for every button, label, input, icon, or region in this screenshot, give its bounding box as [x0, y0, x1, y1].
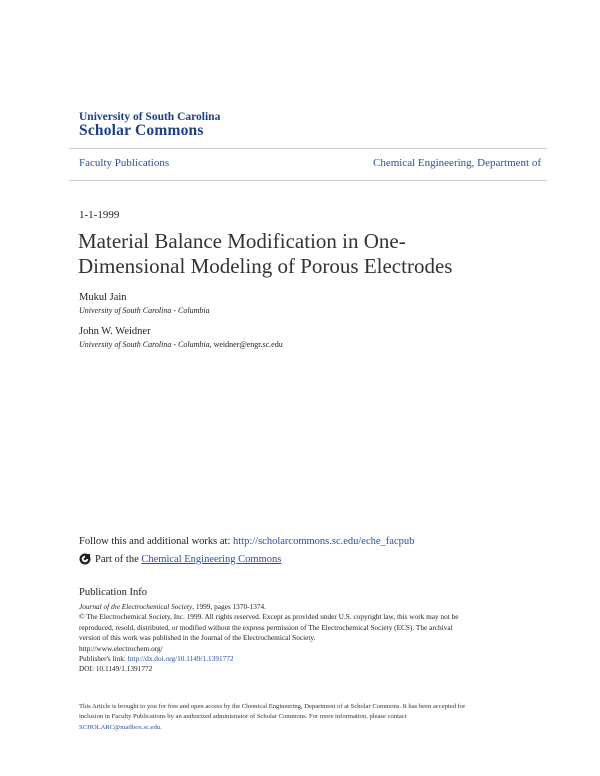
author-affiliation [79, 306, 210, 315]
author-affiliation [79, 340, 283, 349]
rights-line-3: version of this work was published in the Journal of the Electrochemical Society. [79, 633, 316, 643]
citation-line [79, 602, 519, 612]
author-name: Mukul Jain [79, 292, 127, 303]
eche-facpub-link[interactable]: http://scholarcommons.sc.edu/eche_facpub [233, 536, 415, 547]
follow-label: Follow this and additional works at: [79, 536, 233, 547]
part-of-label: Part of the [95, 553, 139, 565]
publication-info [79, 602, 519, 675]
author-email: , weidner@engr.sc.edu [209, 340, 283, 349]
part-of-line [79, 553, 281, 565]
citation-details: , 1999, pages 1370-1374. [192, 602, 266, 611]
doi-link[interactable]: http://dx.doi.org/10.1149/1.1391772 [127, 654, 234, 664]
contact-email-link[interactable]: SCHOLARC@mailbox.sc.edu [79, 723, 161, 731]
publication-date: 1-1-1999 [79, 209, 120, 221]
faculty-publications-link[interactable]: Faculty Publications [79, 157, 170, 169]
affiliation-text: University of South Carolina - Columbia [79, 340, 210, 349]
publisher-link-line [79, 654, 519, 664]
department-link[interactable]: Chemical Engineering, Department of [373, 157, 541, 169]
repository-name[interactable]: Scholar Commons [79, 122, 204, 139]
contact-suffix: . [160, 723, 162, 731]
follow-works [79, 536, 414, 547]
access-notice [79, 702, 519, 733]
title-line-2: Dimensional Modeling of Porous Electrodes [78, 254, 453, 278]
affiliation-text: University of South Carolina - Columbia [79, 306, 210, 315]
university-name: University of South Carolina [79, 111, 221, 123]
creative-commons-icon [79, 553, 91, 565]
rights-line-1: © The Electrochemical Society, Inc. 1999. All rights reserved. Except as provided under U.S. copyright law, this work may not be [79, 612, 459, 622]
chemical-engineering-commons-link[interactable]: Chemical Engineering Commons [141, 553, 282, 565]
publisher-link-label: Publisher's link: [79, 654, 128, 664]
paper-title [78, 229, 538, 279]
rights-line-2: reproduced, resold, distributed, or modified without the express permission of The Electrochemical Society (ECS). The archival [79, 622, 453, 632]
journal-name: Journal of the Electrochemical Society [79, 602, 193, 611]
notice-line-1: This Article is brought to you for free and open access by the Chemical Engineering, Department of at Scholar Commons. It has been accepted for [79, 703, 466, 710]
bottom-divider [69, 180, 547, 181]
title-line-1: Material Balance Modification in One- [78, 229, 406, 253]
notice-contact [79, 723, 519, 733]
publication-info-heading: Publication Info [79, 587, 147, 598]
doi-text: DOI: 10.1149/1.1391772 [79, 664, 153, 674]
notice-line-2: inclusion in Faculty Publications by an authorized administrator of Scholar Commons. For more information, please contact [79, 713, 407, 721]
author-name: John W. Weidner [79, 326, 151, 337]
top-divider [69, 148, 547, 149]
electrochem-site: http://www.electrochem.org/ [79, 643, 163, 653]
